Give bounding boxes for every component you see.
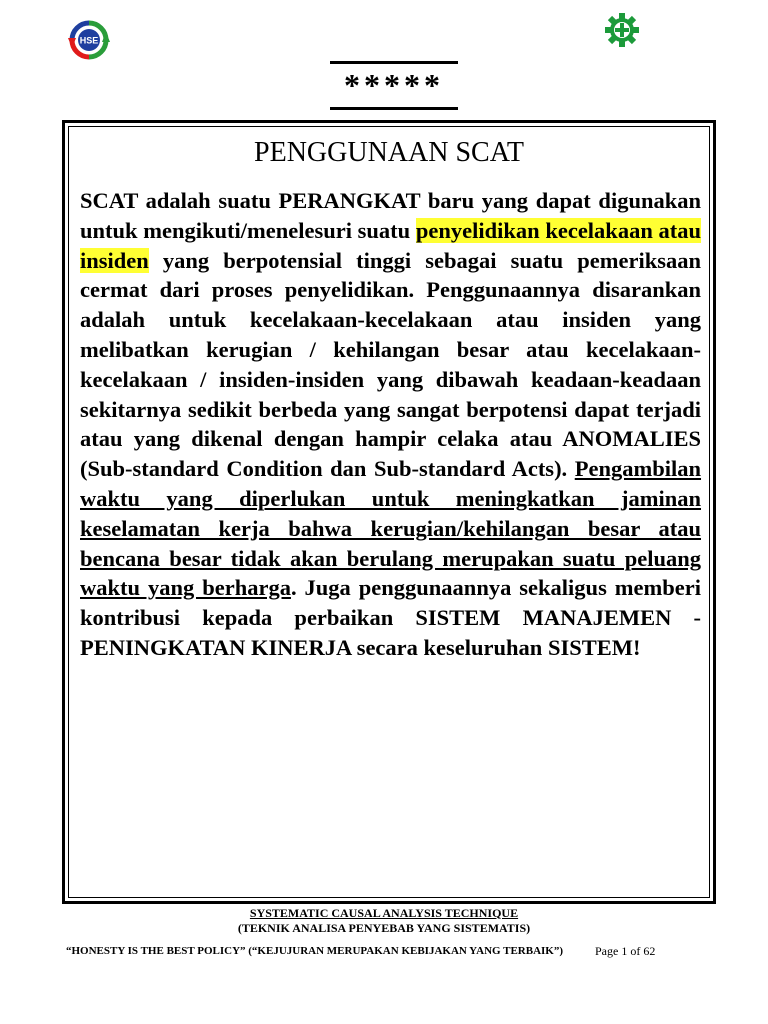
footer-subtitle: (TEKNIK ANALISA PENYEBAB YANG SISTEMATIS) (237, 921, 531, 935)
footer-motto: “HONESTY IS THE BEST POLICY” (“KEJUJURAN MERUPAKAN KEBIJAKAN YANG TERBAIK”) (66, 945, 564, 957)
hse-logo-icon (66, 20, 112, 60)
box-body-paragraph (80, 186, 701, 663)
stars-top-rule (330, 61, 458, 64)
box-title: PENGGUNAAN SCAT (254, 137, 524, 168)
hse-logo-text: HSE (79, 35, 99, 46)
stars-bottom-rule (330, 107, 458, 110)
body-text-highlight: penyelidikan kecelakaan atau insiden (80, 217, 702, 273)
page-number: Page 1 of 62 (595, 944, 656, 958)
stars-heading (330, 58, 458, 112)
stars-text: ***** (344, 67, 444, 103)
body-text-part-2: yang berpotensial tinggi sebagai suatu pemeriksaan cermat dari proses penyelidikan. Penggunaannya disarankan adalah untuk kecelakaan-kecelakaan atau insiden yang melibatkan kerugian / kehilangan besar atau kecelakaan-kecelakaan / insiden-insiden yang dibawah keadaan-keadaan sekitarnya sedikit berbeda yang sangat berpotensi dapat terjadi atau yang dikenal dengan hampir celaka atau ANOMALIES (Sub-standard Condition dan Sub-standard Acts). (80, 247, 701, 482)
body-text-part-3: . Juga penggunaannya sekaligus memberi kontribusi kepada perbaikan SISTEM MANAJEMEN - PENINGKATAN KINERJA secara keseluruhan SISTEM! (80, 575, 701, 660)
footer-title: SYSTEMATIC CAUSAL ANALYSIS TECHNIQUE (249, 906, 519, 920)
green-gear-cross-icon (604, 12, 640, 48)
body-text-underline: Pengambilan waktu yang diperlukan untuk meningkatkan jaminan keselamatan kerja bahwa kerugian/kehilangan besar atau bencana besar tidak akan berulang merupakan suatu peluang waktu yang berharga (80, 456, 702, 601)
body-text-part-1: SCAT adalah suatu PERANGKAT baru yang dapat digunakan untuk mengikuti/menelesuri suatu (80, 188, 701, 243)
